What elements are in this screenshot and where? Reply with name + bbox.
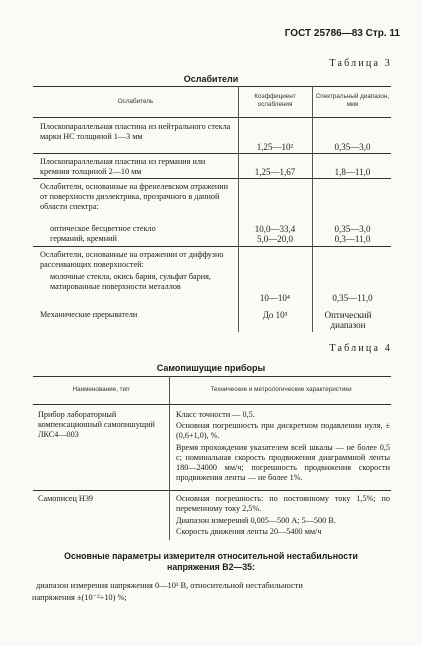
table-3-row-subname: молочные стекла, окись бария, сульфат бария, матированные поверхности металлов bbox=[50, 272, 211, 291]
table-3-col-range: Спектральный диапазон, мкм bbox=[315, 93, 390, 108]
table-3-row-range: 1,8—11,0 bbox=[334, 167, 371, 177]
table-4-col-chars: Технические и метрологические характеристики bbox=[210, 386, 352, 393]
table-3-row-rule bbox=[33, 246, 391, 247]
table-4-row-char: Время прохождения указателем всей шкалы — не более 0,5 с; номинальная скорость продвижения диаграммной ленты 180—24000 мм/ч; погрешность продвижения скорости продвижения ленты — не более 1%. bbox=[176, 443, 390, 482]
table-3-row-coeff: 10—10⁴ bbox=[259, 293, 291, 303]
section-text-line-2: напряжения ±(10⁻²÷10) %; bbox=[32, 593, 127, 602]
table-3-divider-2 bbox=[312, 86, 313, 332]
table-4-divider bbox=[169, 376, 170, 540]
table-4-title: Самопишущие приборы bbox=[156, 363, 266, 373]
table-4-row-rule bbox=[33, 490, 391, 491]
table-3-row-rule bbox=[33, 153, 391, 154]
table-3-top-rule bbox=[33, 86, 391, 87]
table-4-row-char: Основная погрешность: по постоянному току 1,5%; по переменному току 2,5%. bbox=[176, 494, 390, 513]
table-3-row-name: Плоскопараллельная пластина из германия или кремния толщиной 2—10 мм bbox=[40, 157, 206, 176]
table-3-header-rule bbox=[33, 117, 391, 118]
table-4-col-name: Наименование, тип bbox=[72, 386, 130, 393]
table-4-row-name: Прибор лабораторный компенсационный самопишущий ЛКС4—003 bbox=[38, 410, 155, 439]
table-3-row-coeff: 1,25—1,67 bbox=[254, 167, 296, 177]
table-3-row-name: Механические прерыватели bbox=[40, 310, 138, 319]
table-3-col-coeff: Коэффициент ослабления bbox=[254, 93, 296, 108]
table-4-row-char: Диапазон измерений 0,005—500 А; 5—500 В. bbox=[176, 516, 336, 525]
table-3-row-coeff: До 10³ bbox=[262, 310, 288, 320]
table-4-header-rule bbox=[33, 404, 391, 405]
table-3-row-range: Оптический диапазон bbox=[324, 310, 372, 330]
table-3-row-range: 0,35—3,0 bbox=[334, 224, 371, 234]
table-4-row-char: Скорость движения ленты 20—5400 мм/ч bbox=[176, 527, 322, 536]
table-3-row-name: Ослабители, основанные на отражении от диффузно рассеивающих поверхностей: bbox=[40, 250, 224, 269]
page-header: ГОСТ 25786—83 Стр. 11 bbox=[284, 28, 400, 39]
table-3-title: Ослабители bbox=[183, 74, 239, 84]
table-3-number: Таблица 3 bbox=[329, 58, 392, 69]
table-4-row-char: Основная погрешность при дискретном подавлении нуля, ±(0,6+1,0), %. bbox=[176, 421, 390, 440]
table-3-row-subname: германий, кремний bbox=[50, 234, 117, 243]
table-3-row-range: 0,3—11,0 bbox=[334, 234, 371, 244]
table-3-col-attenuator: Ослабитель bbox=[117, 98, 154, 105]
table-3-row-subname: оптическое бесцветное стекло bbox=[50, 224, 156, 233]
section-title-line-2: напряжения В2—35: bbox=[167, 562, 255, 572]
table-3-row-range: 0,35—11,0 bbox=[332, 293, 373, 303]
table-3-row-coeff: 10,0—33,4 bbox=[254, 224, 296, 234]
table-4-number: Таблица 4 bbox=[329, 343, 392, 354]
table-3-divider-1 bbox=[238, 86, 239, 332]
table-4-row-name: Самописец Н39 bbox=[38, 494, 94, 503]
table-3-row-coeff: 1,25—10² bbox=[256, 142, 294, 152]
table-4-top-rule bbox=[33, 376, 391, 377]
table-3-row-rule bbox=[33, 178, 391, 179]
table-3-row-name: Ослабители, основанные на френелевском отражении от поверхности диэлектрика, прозрачного в данной области спектра: bbox=[40, 182, 229, 211]
table-4-row-char: Класс точности — 0,5. bbox=[176, 410, 255, 419]
section-title-line-1: Основные параметры измерителя относительной нестабильности bbox=[64, 551, 358, 561]
table-3-row-name: Плоскопараллельная пластина из нейтрального стекла марки НС толщиной 1—3 мм bbox=[40, 122, 231, 141]
table-3-row-range: 0,35—3,0 bbox=[334, 142, 371, 152]
section-text-line-1: диапазон измерения напряжения 0—10³ В, относительной нестабильности bbox=[36, 581, 303, 590]
table-3-row-coeff: 5,0—20,0 bbox=[257, 234, 293, 244]
